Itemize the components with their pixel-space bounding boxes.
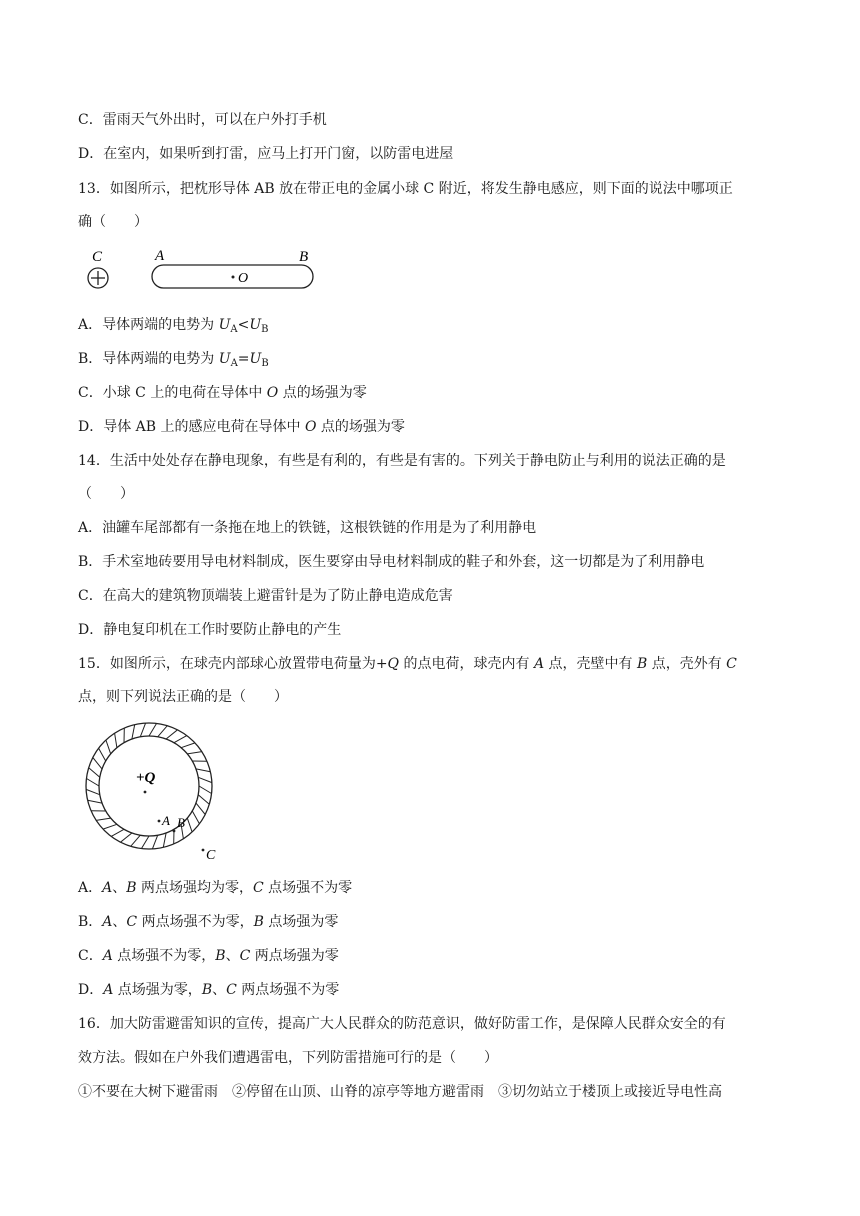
q14-option-a: A．油罐车尾部都有一条拖在地上的铁链，这根铁链的作用是为了利用静电 <box>78 520 537 536</box>
hatch-stroke <box>166 730 177 739</box>
q15-fig-label-q: +Q <box>136 770 156 786</box>
q13-stem-line2: 确（ ） <box>78 214 148 230</box>
hatch-stroke <box>149 724 157 737</box>
q13-option-b: B．导体两端的电势为 $U_A=U_B$ <box>78 351 269 369</box>
point-b-dot <box>173 830 176 833</box>
hatch-stroke <box>196 803 205 814</box>
hatch-stroke <box>187 752 202 754</box>
point-a-dot <box>158 820 161 823</box>
hatch-stroke <box>99 748 106 761</box>
hatch-stroke <box>142 836 150 849</box>
hatch-stroke <box>158 726 168 737</box>
q15-fig-label-c: C <box>206 848 216 863</box>
hatch-stroke <box>86 789 100 794</box>
q13-fig-label-c: C <box>92 249 103 265</box>
hatch-stroke <box>121 833 132 842</box>
q14-stem-line1: 14．生活中处处存在静电现象，有些是有利的，有些是有害的。下列关于静电防止与利用的说法正确的是 <box>78 453 726 469</box>
hatch-stroke <box>132 725 135 739</box>
hatch-stroke <box>131 835 141 846</box>
hatch-stroke <box>152 835 157 849</box>
hatch-stroke <box>196 769 210 772</box>
hatch-stroke <box>199 786 212 794</box>
point-c-dot <box>202 849 205 852</box>
hatch-stroke <box>115 733 117 748</box>
hatch-stroke <box>87 779 100 787</box>
q13-option-a: A．导体两端的电势为 $U_A<U_B$ <box>78 317 269 335</box>
q15-option-c: C．A 点场强不为零，B、C 两点场强为零 <box>78 948 339 964</box>
point-o-dot <box>232 276 235 279</box>
hatch-stroke <box>187 818 192 832</box>
q15-fig-label-a: A <box>162 813 170 828</box>
q14-option-d: D．静电复印机在工作时要防止静电的产生 <box>78 622 342 638</box>
hatch-stroke <box>198 777 212 782</box>
hatch-stroke <box>198 795 209 805</box>
q15-option-b: B．A、C 两点场强不为零，B 点场强为零 <box>78 914 339 930</box>
hatch-stroke <box>93 758 102 769</box>
q14-stem-line2: （ ） <box>78 486 134 502</box>
hatch-stroke <box>106 740 111 754</box>
shell-outer-boundary <box>86 723 212 849</box>
q13-figure-pillow-conductor <box>80 245 320 295</box>
q15-figure-spherical-shell <box>76 718 236 868</box>
hatch-stroke <box>163 833 166 847</box>
q12-option-c: C．雷雨天气外出时，可以在户外打手机 <box>78 112 327 128</box>
q13-fig-label-b: B <box>299 249 309 265</box>
q12-option-d: D．在室内，如果听到打雷，应马上打开门窗，以防雷电进屋 <box>78 146 454 162</box>
q15-stem-line1: 15．如图所示，在球壳内部球心放置带电荷量为+Q 的点电荷，球壳内有 A 点，壳壁中有 B 点，壳外有 C <box>78 656 737 672</box>
q16-stem-line2: 效方法。假如在户外我们遭遇雷电，下列防雷措施可行的是（ ） <box>78 1050 498 1066</box>
hatch-stroke <box>88 800 102 803</box>
q15-option-d: D．A 点场强为零，B、C 两点场强不为零 <box>78 982 340 998</box>
q13-option-c: C．小球 C 上的电荷在导体中 O 点的场强为零 <box>78 385 367 401</box>
q13-fig-label-o: O <box>238 271 249 286</box>
hatch-stroke <box>96 818 111 820</box>
q13-option-d: D．导体 AB 上的感应电荷在导体中 O 点的场强为零 <box>78 419 405 435</box>
q14-option-b: B．手术室地砖要用导电材料制成，医生要穿由导电材料制成的鞋子和外套，这一切都是为了利用静电 <box>78 554 705 570</box>
q15-stem-line2: 点，则下列说法正确的是（ ） <box>78 689 288 705</box>
hatch-stroke <box>103 824 117 829</box>
q16-stem-line3: ①不要在大树下避雷雨 ②停留在山顶、山脊的凉亭等地方避雷雨 ③切勿站立于楼顶上或接近导电性高 <box>78 1084 722 1100</box>
q14-option-c: C．在高大的建筑物顶端装上避雷针是为了防止静电造成危害 <box>78 588 453 604</box>
shell-hatching <box>86 723 212 849</box>
hatch-stroke <box>111 829 124 836</box>
q15-option-a: A．A、B 两点场强均为零，C 点场强不为零 <box>78 880 353 896</box>
hatch-stroke <box>89 768 100 778</box>
hatch-stroke <box>174 736 187 743</box>
hatch-stroke <box>192 811 199 824</box>
q13-fig-label-a: A <box>155 248 165 264</box>
hatch-stroke <box>181 743 195 748</box>
q16-stem-line1: 16．加大防雷避雷知识的宣传，提高广大人民群众的防范意识，做好防雷工作，是保障人民群众安全的有 <box>78 1016 726 1032</box>
hatch-stroke <box>140 723 145 737</box>
q15-fig-label-b: B <box>177 815 185 830</box>
q13-stem-line1: 13．如图所示，把枕形导体 AB 放在带正电的金属小球 C 附近，将发生静电感应，则下面的说法中哪项正 <box>78 181 733 197</box>
center-charge-dot <box>144 791 147 794</box>
